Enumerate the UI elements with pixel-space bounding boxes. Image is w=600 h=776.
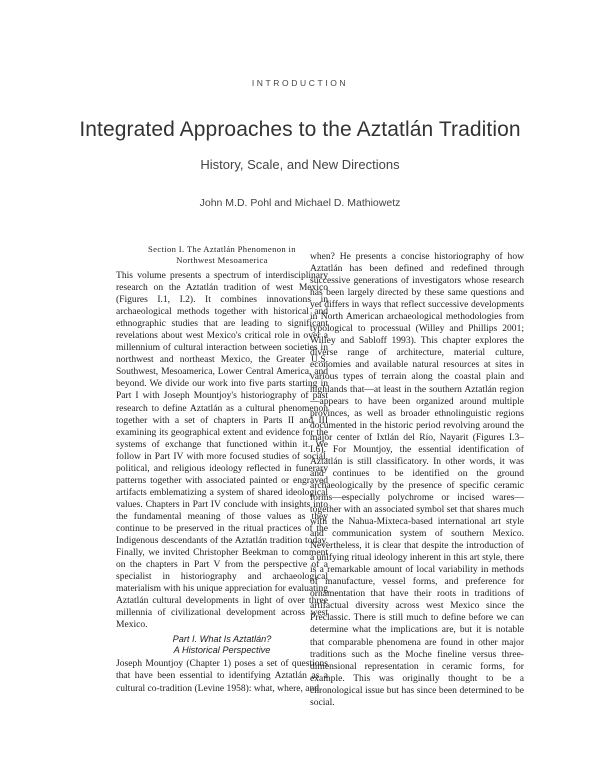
body-paragraph: when? He presents a concise historiography of how Aztatlán has been defined and redefined through successive generations of investigators whose research has been largely directed by these same questions and yet differs in ways that reflect successive developments in North American archaeological methodologies from typological to processual (Willey and Phillips 2001; Willey and Sabloff 1993). This chapter explores the diverse range of architecture, material culture, economies and available natural resources at sites in various types of terrain along the coastal plain and highlands that—at least in the southern Aztatlán region—appears to have been organized around multiple provinces, as well as broader ethnolinguistic regions documented in the historic period revolving around the major center of Ixtlán del Río, Nayarit (Figures I.3–I.6). For Mountjoy, the essential identification of Aztatlán is still classificatory. In other words, it was and continues to be identified on the ground archaeologically by the presence of specific ceramic forms—especially polychrome or incised wares—together with an associated symbol set that shares much with the Nahua-Mixteca-based international art style and communication system of southern Mexico. Nevertheless, it is clear that despite the introduction of a unifying ritual ideology inherent in this art style, there is a remarkable amount of local variability in methods of manufacture, vessel forms, and preference for ornamentation that have their roots in traditions of artifactual diversity across west Mexico since the Preclassic. There is still much to define before we can determine what the implications are, but it is notable that comparable phenomena are found in other major traditions such as the Moche fineline versus three-dimensional representation in ceramic forms, for example. This was originally thought to be a chronological issue but has since been determined to be social.	[310, 251, 524, 708]
part-heading: Part I. What Is Aztatlán?	[172, 634, 272, 645]
chapter-authors: John M.D. Pohl and Michael D. Mathiowetz	[199, 197, 401, 209]
chapter-title: Integrated Approaches to the Aztatlán Tradition	[79, 118, 521, 141]
body-paragraph: This volume presents a spectrum of interdisciplinary research on the Aztatlán tradition of west Mexico (Figures I.1, I.2). It combines innovations in archaeological methods together with historical and ethnographic studies that are leading to significant revelations about west Mexico's critical role in over a millennium of cultural interaction between societies in northwest and northeast Mexico, the Greater U.S. Southwest, Mesoamerica, Lower Central America, and beyond. We divide our work into five parts starting in Part I with Joseph Mountjoy's historiography of past research to define Aztatlán as a cultural phenomenon together with a set of chapters in Parts II and III examining its geographical extent and evidence for the systems of exchange that functioned within it. We follow in Part IV with more focused studies of social, political, and religious ideology reflected in funerary patterns together with associated painted or engraved artifacts emblematizing a system of shared ideological values. Chapters in Part IV conclude with insights into the fundamental meaning of those values as they continue to be preserved in the ritual practices of the Indigenous descendants of the Aztatlán tradition today. Finally, we invited Christopher Beekman to comment on the chapters in Part V from the perspective of a specialist in historiography and archaeological materialism with his unique appreciation for evaluating Aztatlán cultural developments in light of over three millennia of civilizational development across west Mexico.	[116, 270, 328, 631]
running-head: INTRODUCTION	[251, 78, 349, 88]
body-paragraph: Joseph Mountjoy (Chapter 1) poses a set of questions that have been essential to identifying Aztatlán as a cultural co-tradition (Levine 1958): what, where, and	[116, 658, 328, 694]
chapter-subtitle: History, Scale, and New Directions	[200, 157, 400, 172]
right-column	[310, 251, 524, 709]
section-heading-line-1: Section I. The Aztatlán Phenomenon in	[148, 244, 296, 254]
section-heading	[116, 244, 328, 266]
section-heading-line-2: Northwest Mesoamerica	[176, 255, 268, 265]
part-subheading: A Historical Perspective	[173, 645, 271, 656]
left-column	[116, 244, 328, 695]
